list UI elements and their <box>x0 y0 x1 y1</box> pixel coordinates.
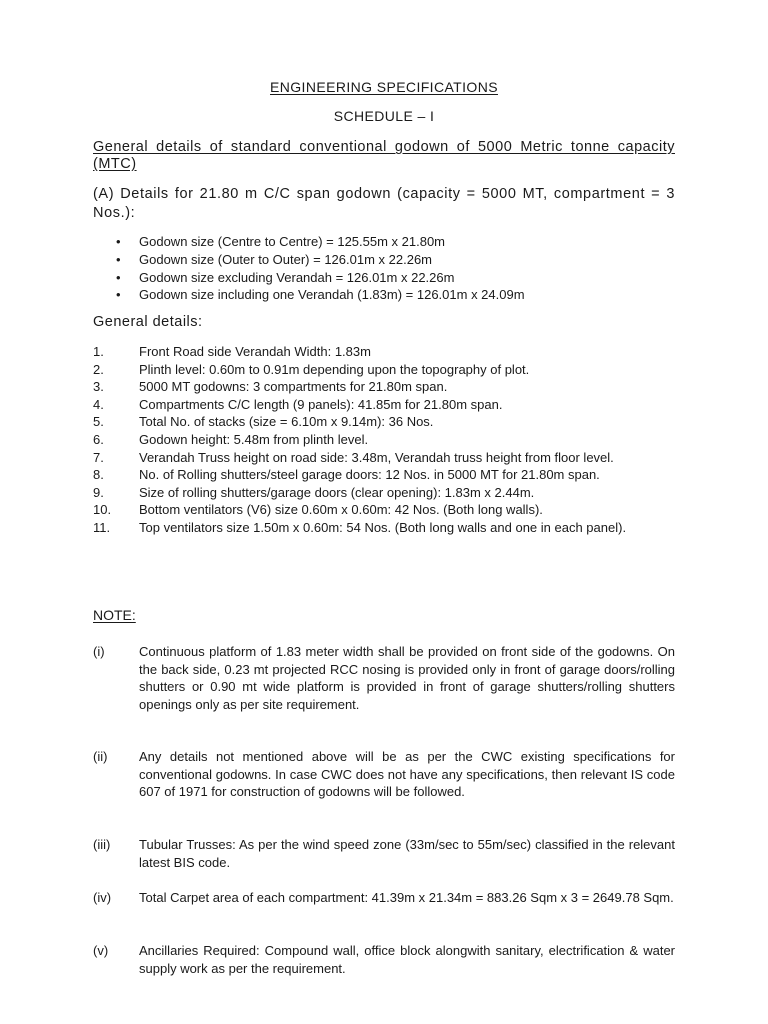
bullet-icon: • <box>116 287 121 303</box>
list-item-text: Godown size excluding Verandah = 126.01m x 22.26m <box>139 269 455 285</box>
general-details-list <box>93 343 675 537</box>
list-item-number: 10. <box>93 502 112 518</box>
note-text: Tubular Trusses: As per the wind speed zone (33m/sec to 55m/sec) classified in the relevant latest BIS code. <box>139 837 675 870</box>
list-item <box>93 449 675 467</box>
list-item-text: Total No. of stacks (size = 6.10m x 9.14m): 36 Nos. <box>139 414 434 430</box>
document-title: ENGINEERING SPECIFICATIONS <box>270 79 498 95</box>
list-item <box>93 361 675 379</box>
note-numeral: (iii) <box>93 837 111 852</box>
list-item-text: Godown size including one Verandah (1.83m) = 126.01m x 24.09m <box>139 287 525 303</box>
list-item-text: Size of rolling shutters/garage doors (clear opening): 1.83m x 2.44m. <box>139 484 535 500</box>
bullet-icon: • <box>116 234 121 249</box>
list-item <box>93 431 675 449</box>
schedule-title: SCHEDULE – I <box>333 108 435 124</box>
list-item-number: 8. <box>93 467 104 483</box>
note-item <box>93 942 675 977</box>
note-item <box>93 643 675 713</box>
list-item <box>93 519 675 537</box>
list-item <box>93 466 675 484</box>
list-item-text: 5000 MT godowns: 3 compartments for 21.80m span. <box>139 379 448 395</box>
list-item-number: 2. <box>93 361 104 377</box>
list-item-text: Godown size (Outer to Outer) = 126.01m x 22.26m <box>139 251 433 267</box>
list-item-text: No. of Rolling shutters/steel garage doors: 12 Nos. in 5000 MT for 21.80m span. <box>139 467 600 483</box>
note-numeral: (v) <box>93 943 109 958</box>
note-numeral: (ii) <box>93 749 108 764</box>
list-item-text: Bottom ventilators (V6) size 0.60m x 0.60m: 42 Nos. (Both long walls). <box>139 502 543 518</box>
list-item-number: 6. <box>93 431 104 447</box>
note-numeral: (i) <box>93 644 105 659</box>
note-text: Any details not mentioned above will be as per the CWC existing specifications for conventional godowns. In case CWC does not have any specifications, then relevant IS code 607 of 1971 for construction of godowns will be followed. <box>139 749 675 800</box>
list-item-text: Plinth level: 0.60m to 0.91m depending upon the topography of plot. <box>139 361 530 377</box>
list-item <box>93 251 675 269</box>
list-item <box>93 413 675 431</box>
general-details-label: General details: <box>93 314 203 330</box>
section-a-heading: (A) Details for 21.80 m C/C span godown (capacity = 5000 MT, compartment = 3 Nos.): <box>93 186 675 221</box>
list-item <box>93 501 675 519</box>
note-item <box>93 889 675 907</box>
note-text: Total Carpet area of each compartment: 41.39m x 21.34m = 883.26 Sqm x 3 = 2649.78 Sqm. <box>139 890 674 905</box>
note-item <box>93 836 675 871</box>
note-text: Continuous platform of 1.83 meter width shall be provided on front side of the godowns. On the back side, 0.23 mt projected RCC nosing is provided only in front of garage doors/rolling shutters or 0.90 mt wide platform is provided in front of garage shutters/rolling shutters openings only as per site requirement. <box>139 644 675 712</box>
bullet-icon: • <box>116 269 121 285</box>
list-item-text: Godown size (Centre to Centre) = 125.55m x 21.80m <box>139 234 446 249</box>
list-item-number: 9. <box>93 484 104 500</box>
list-item-text: Godown height: 5.48m from plinth level. <box>139 431 369 447</box>
general-details-heading: General details of standard conventional godown of 5000 Metric tonne capacity (MTC) <box>93 139 675 172</box>
list-item-text: Compartments C/C length (9 panels): 41.85m for 21.80m span. <box>139 396 503 412</box>
list-item <box>93 396 675 414</box>
list-item-number: 5. <box>93 414 104 430</box>
list-item-number: 1. <box>93 344 104 359</box>
list-item <box>93 286 675 304</box>
note-text: Ancillaries Required: Compound wall, office block alongwith sanitary, electrification & water supply work as per the requirement. <box>139 943 675 976</box>
note-numeral: (iv) <box>93 890 112 905</box>
list-item <box>93 233 675 251</box>
note-item <box>93 748 675 801</box>
list-item <box>93 484 675 502</box>
list-item-number: 7. <box>93 449 104 465</box>
list-item-number: 3. <box>93 379 104 395</box>
list-item-number: 4. <box>93 396 104 412</box>
list-item <box>93 269 675 287</box>
list-item-text: Front Road side Verandah Width: 1.83m <box>139 344 371 359</box>
list-item <box>93 378 675 396</box>
list-item <box>93 343 675 361</box>
note-label: NOTE: <box>93 607 136 623</box>
godown-size-list <box>93 233 675 304</box>
list-item-text: Verandah Truss height on road side: 3.48m, Verandah truss height from floor level. <box>139 449 614 465</box>
bullet-icon: • <box>116 251 121 267</box>
list-item-number: 11. <box>93 519 111 535</box>
list-item-text: Top ventilators size 1.50m x 0.60m: 54 Nos. (Both long walls and one in each panel). <box>139 519 627 535</box>
